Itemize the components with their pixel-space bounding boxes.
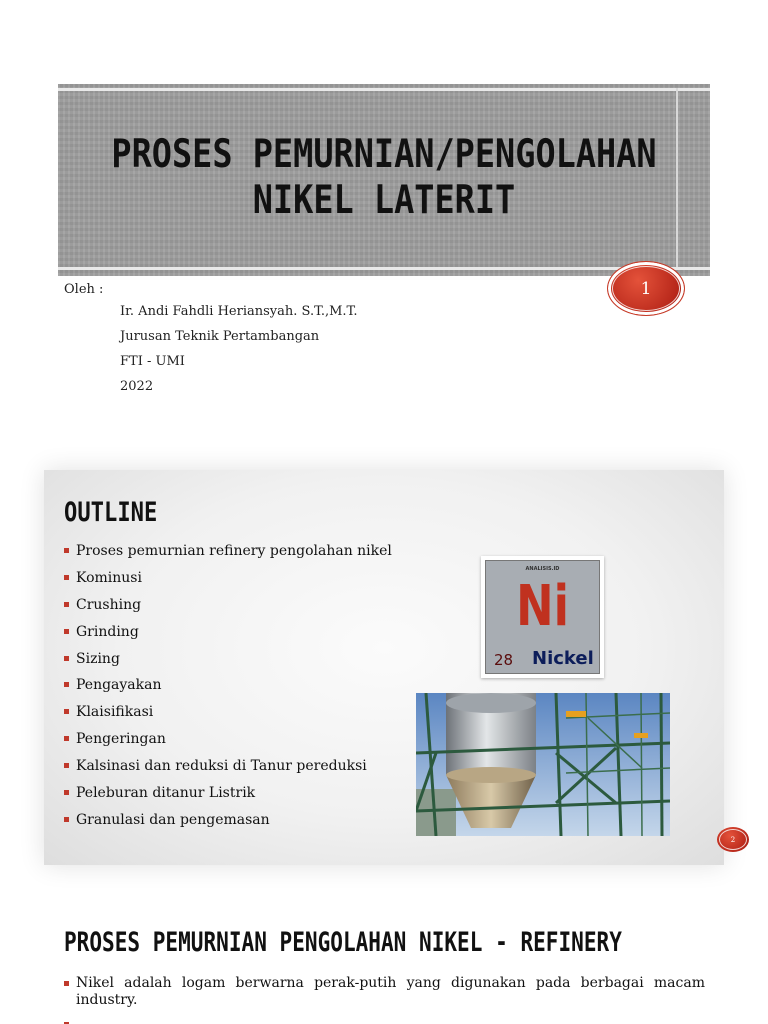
title-rule-right bbox=[676, 88, 678, 268]
list-item: Proses pemurnian refinery pengolahan nikel bbox=[62, 541, 392, 568]
bullet-marker-icon bbox=[64, 736, 69, 741]
element-symbol: Ni bbox=[516, 574, 569, 639]
title-rule-top bbox=[58, 88, 710, 91]
list-item: Pengayakan bbox=[62, 675, 392, 702]
title-band bbox=[58, 84, 710, 276]
page-number-badge bbox=[607, 261, 685, 316]
bullet-marker-icon bbox=[64, 981, 69, 986]
author-faculty: FTI - UMI bbox=[120, 354, 185, 369]
bullet-marker-icon bbox=[64, 575, 69, 580]
paragraph-text: Nikel adalah logam berwarna perak-putih yang digunakan pada berbagai macam industry. bbox=[76, 975, 705, 1008]
oleh-label: Oleh : bbox=[64, 282, 104, 297]
list-item: Kalsinasi dan reduksi di Tanur pereduksi bbox=[62, 756, 392, 783]
page-number-badge bbox=[717, 827, 749, 852]
slide-3-paragraph-cutoff bbox=[62, 1016, 705, 1024]
author-block bbox=[64, 281, 357, 399]
author-department: Jurusan Teknik Pertambangan bbox=[120, 329, 320, 344]
refinery-plant-illustration bbox=[416, 693, 670, 836]
outline-title: OUTLINE bbox=[64, 497, 158, 528]
list-item: Kominusi bbox=[62, 568, 392, 595]
list-item: Grinding bbox=[62, 622, 392, 649]
bullet-marker-icon bbox=[64, 602, 69, 607]
list-item: Peleburan ditanur Listrik bbox=[62, 783, 392, 810]
slide-3-paragraph bbox=[62, 975, 705, 1009]
element-source: ANALISIS.ID bbox=[525, 566, 560, 572]
atomic-number: 28 bbox=[494, 651, 514, 669]
bullet-marker-icon bbox=[64, 548, 69, 553]
slide-1 bbox=[0, 0, 768, 470]
list-item: Sizing bbox=[62, 649, 392, 676]
title-line-1: PROSES PEMURNIAN/PENGOLAHAN bbox=[111, 132, 657, 177]
list-item: Pengeringan bbox=[62, 729, 392, 756]
page-number: 2 bbox=[730, 835, 736, 844]
list-item: Crushing bbox=[62, 595, 392, 622]
title-line-2: NIKEL LATERIT bbox=[252, 178, 516, 223]
bullet-marker-icon bbox=[64, 629, 69, 634]
element-name: Nickel bbox=[532, 648, 594, 669]
bullet-marker-icon bbox=[64, 656, 69, 661]
bullet-marker-icon bbox=[64, 790, 69, 795]
title-rule-bottom bbox=[58, 267, 710, 270]
nickel-element-card bbox=[481, 556, 604, 678]
bullet-marker-icon bbox=[64, 709, 69, 714]
bullet-marker-icon bbox=[64, 817, 69, 822]
slide-3-title: PROSES PEMURNIAN PENGOLAHAN NIKEL - REFINERY bbox=[64, 927, 622, 958]
slide-title bbox=[104, 132, 665, 224]
refinery-plant-photo bbox=[416, 693, 670, 836]
list-item: Granulasi dan pengemasan bbox=[62, 810, 392, 837]
page-number: 1 bbox=[640, 278, 652, 299]
bullet-marker-icon bbox=[64, 682, 69, 687]
list-item: Klaisifikasi bbox=[62, 702, 392, 729]
outline-list bbox=[62, 541, 392, 837]
author-year: 2022 bbox=[120, 379, 154, 394]
bullet-marker-icon bbox=[64, 763, 69, 768]
author-name: Ir. Andi Fahdli Heriansyah. S.T.,M.T. bbox=[120, 304, 358, 319]
element-tile bbox=[485, 560, 600, 674]
